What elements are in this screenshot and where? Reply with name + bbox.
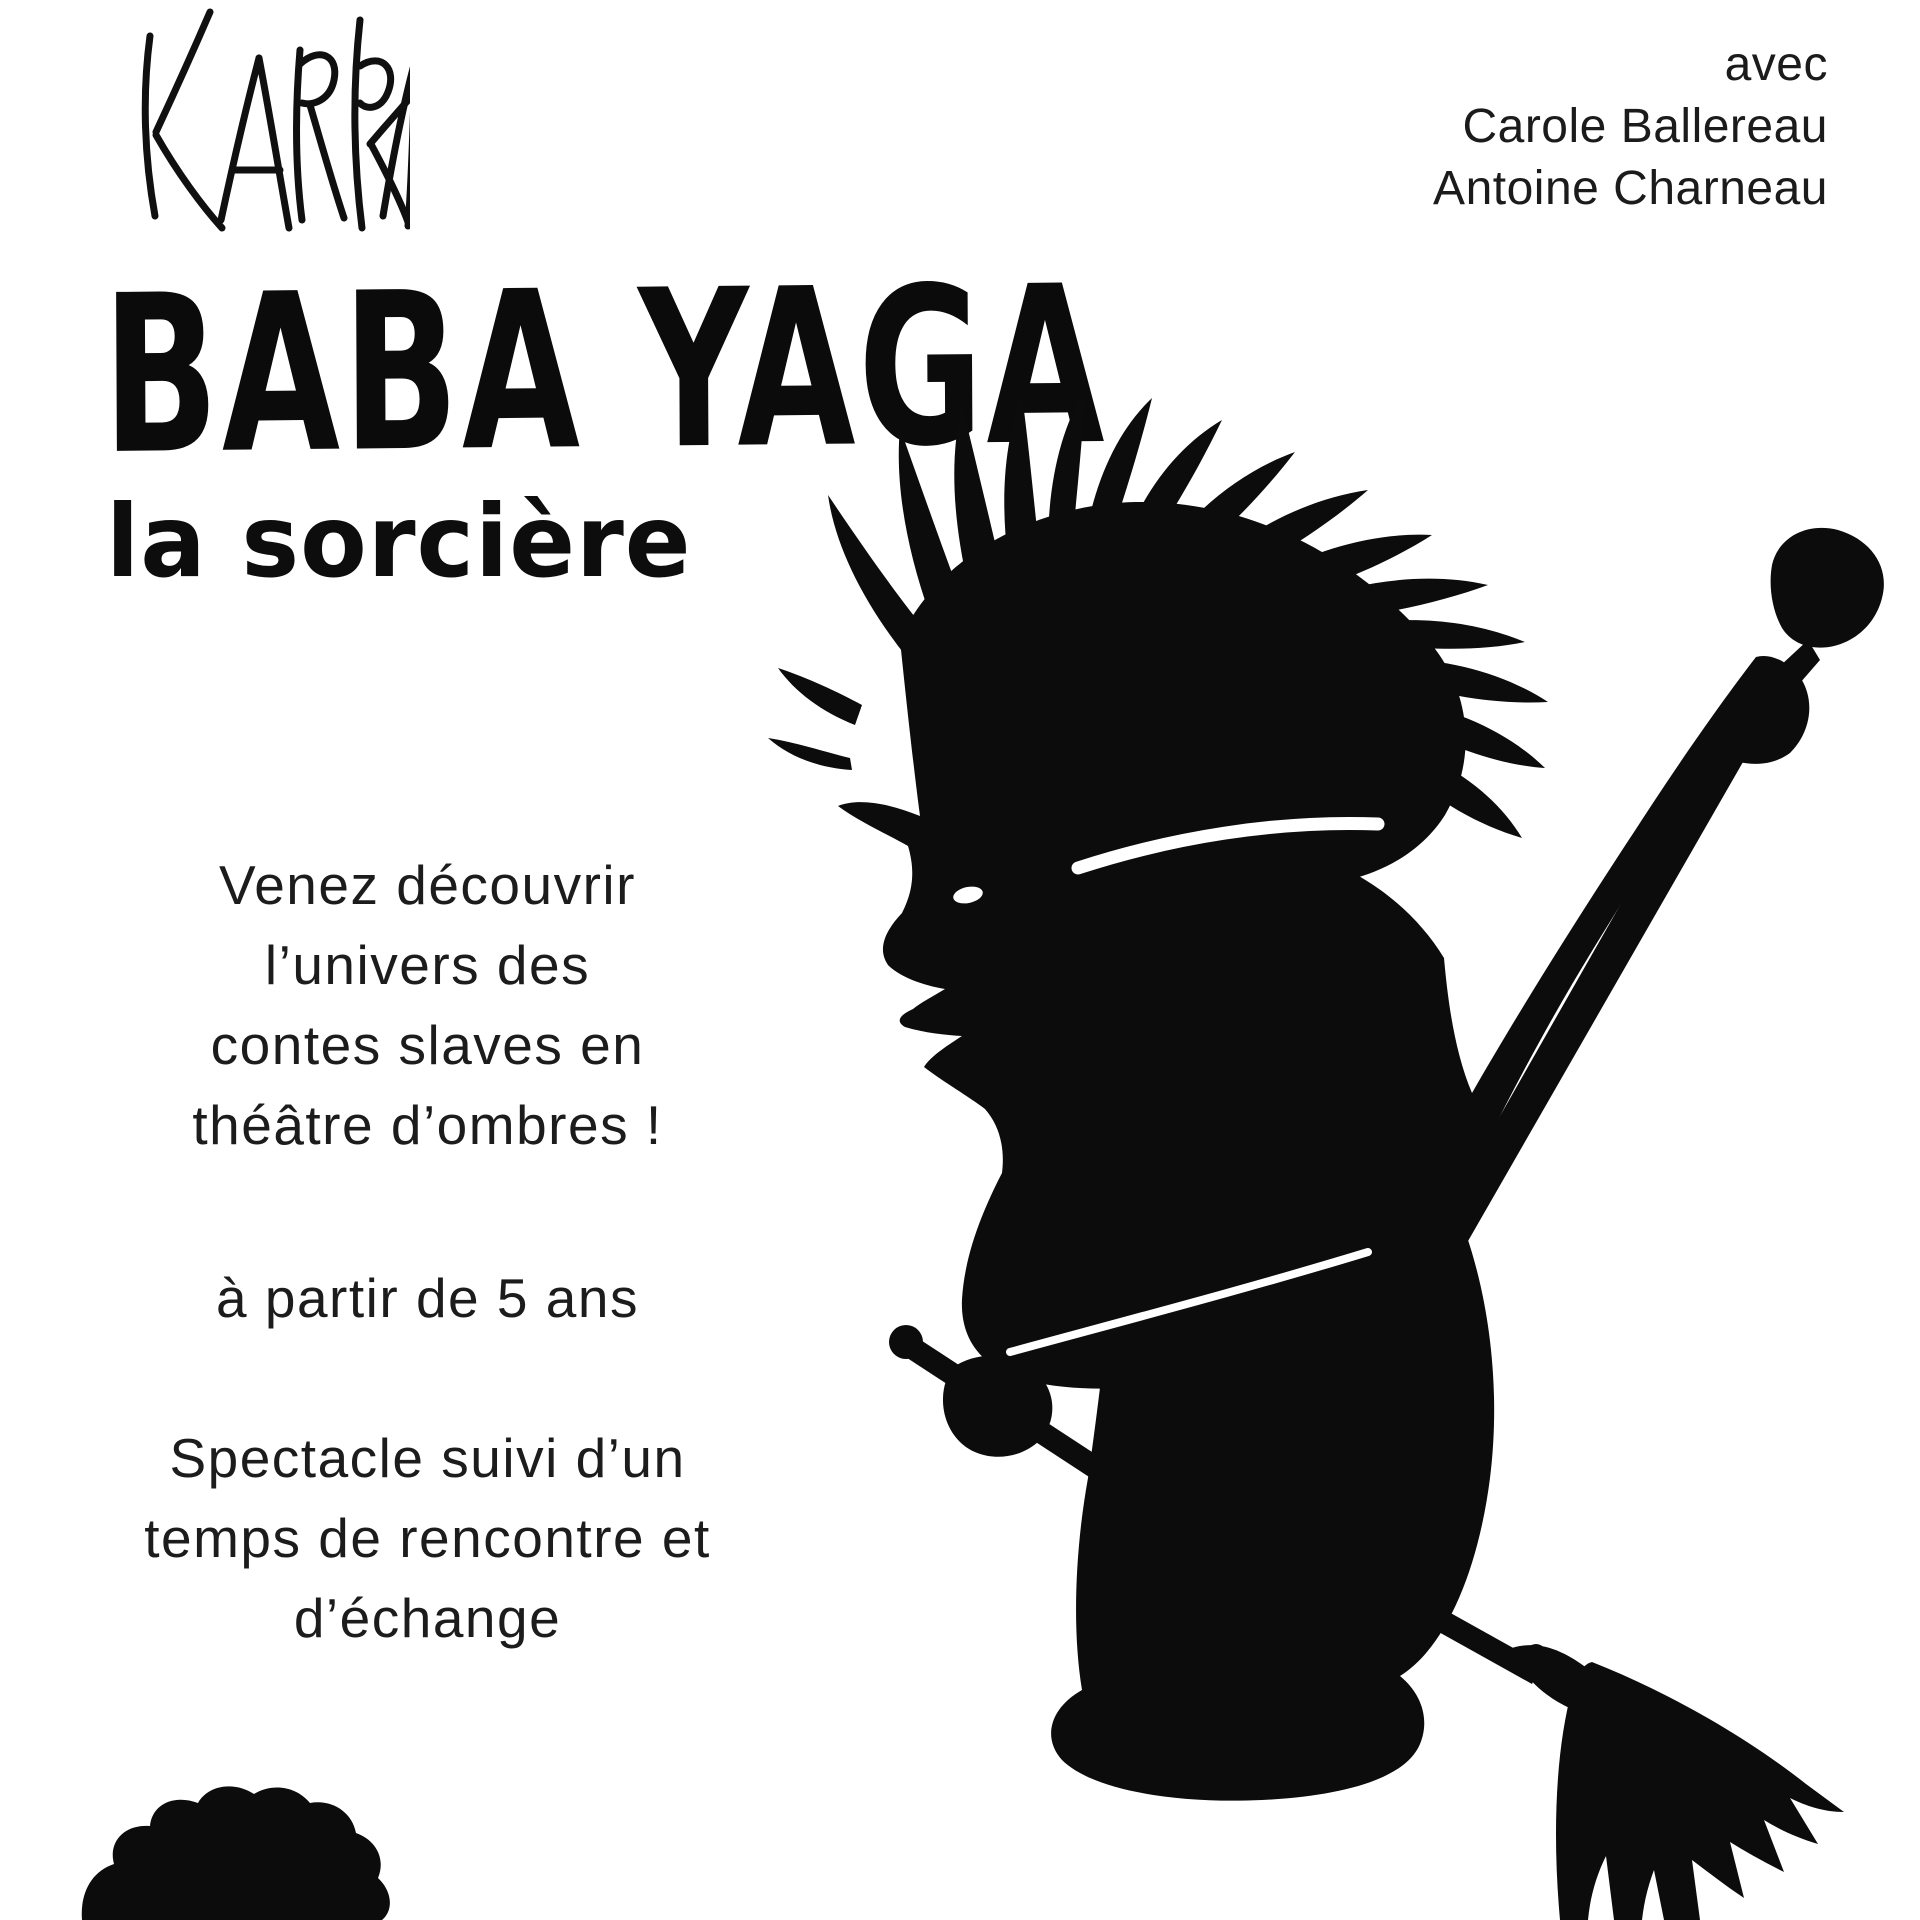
credit-intro: avec	[1724, 38, 1828, 91]
description-line: contes slaves en	[210, 1014, 645, 1076]
credit-name: Carole Ballereau	[1462, 100, 1828, 153]
description-line: théâtre d’ombres !	[192, 1094, 663, 1156]
age-note: à partir de 5 ans	[216, 1267, 639, 1329]
credit-name: Antoine Charneau	[1433, 162, 1828, 215]
tree-silhouette	[82, 1786, 390, 1920]
description-line: Venez découvrir	[219, 854, 636, 916]
poster-subtitle: la sorcière	[106, 483, 692, 600]
description-line: l’univers des	[264, 934, 591, 996]
poster-title: BABA YAGA	[101, 239, 1108, 503]
followup-line: d’échange	[293, 1587, 562, 1649]
followup-line: temps de rencontre et	[144, 1507, 711, 1569]
broom-bristles	[1428, 1606, 1844, 1920]
followup-line: Spectacle suivi d’un	[169, 1427, 686, 1489]
